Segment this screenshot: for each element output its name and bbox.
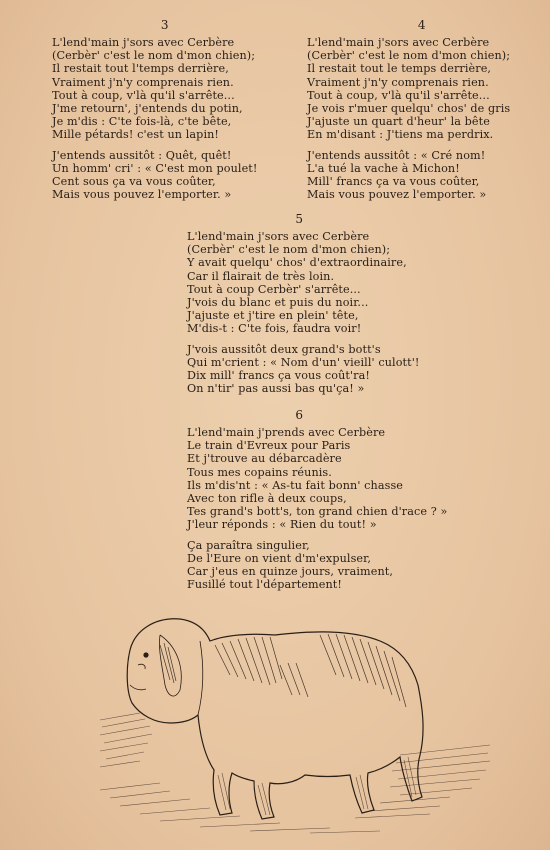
verse-line: (Cerbèr' c'est le nom d'mon chien);	[187, 243, 391, 257]
verse-line: Tout à coup, v'là qu'il s'arrête...	[307, 88, 490, 102]
verse-line: L'lend'main j'prends avec Cerbère	[187, 426, 386, 439]
dog-engraving-icon	[100, 605, 490, 845]
refrain-line: Ça paraîtra singulier,	[187, 538, 310, 552]
refrain-line: L'a tué la vache à Michon!	[307, 161, 460, 175]
refrain-line: Qui m'crient : « Nom d'un' vieill' culott'!	[187, 355, 420, 369]
refrain-line: Mais vous pouvez l'emporter. »	[307, 188, 487, 202]
verse-line: L'lend'main j'sors avec Cerbère	[52, 36, 235, 49]
verse-line: (Cerbèr' c'est le nom d'mon chien);	[52, 49, 256, 63]
verse-line: Tes grand's bott's, ton grand chien d'race ? »	[187, 505, 448, 519]
refrain-line: Dix mill' francs ça vous coût'ra!	[187, 369, 370, 383]
refrain-line: J'entends aussitôt : « Cré nom!	[307, 148, 486, 162]
verse-line: Y avait quelqu' chos' d'extraordinaire,	[187, 256, 407, 270]
refrain-line: On n'tir' pas aussi bas qu'ça! »	[187, 382, 365, 396]
stanza-number: 5	[295, 212, 304, 226]
verse-line: Car il flairait de très loin.	[187, 269, 335, 283]
refrain-line: Car j'eus en quinze jours, vraiment,	[187, 565, 394, 579]
verse-line: J'leur réponds : « Rien du tout! »	[187, 518, 377, 532]
verse-line: Ils m'dis'nt : « As-tu fait bonn' chasse	[187, 478, 403, 492]
stanza-6	[187, 408, 447, 591]
refrain-line: Un homm' cri' : « C'est mon poulet!	[52, 161, 258, 175]
refrain-line: J'vois aussitôt deux grand's bott's	[187, 342, 381, 356]
refrain-line: De l'Eure on vient d'm'expulser,	[187, 551, 372, 565]
verse-line: Le train d'Evreux pour Paris	[187, 439, 351, 453]
verse-line: Vraiment j'n'y comprenais rien.	[52, 75, 234, 89]
verse-line: Il restait tout l'temps derrière,	[52, 62, 229, 76]
verse-line: Tout à coup Cerbèr' s'arrête...	[187, 282, 361, 296]
stanza-3	[52, 18, 277, 201]
verse-line: M'dis-t : C'te fois, faudra voir!	[187, 322, 362, 336]
verse-line: Et j'trouve au débarcadère	[187, 452, 342, 466]
verse-line: Avec ton rifle à deux coups,	[187, 492, 347, 506]
refrain-line: Fusillé tout l'département!	[187, 578, 342, 592]
verse-line: (Cerbèr' c'est le nom d'mon chien);	[307, 49, 511, 63]
verse-line: Tous mes copains réunis.	[187, 465, 332, 479]
verse-line: Mille pétards! c'est un lapin!	[52, 128, 220, 142]
verse-line: J'me retourn', j'entends du potin,	[52, 102, 243, 116]
stanza-4	[307, 18, 532, 201]
verse-line: Vraiment j'n'y comprenais rien.	[307, 75, 489, 89]
verse-line: Il restait tout le temps derrière,	[307, 62, 492, 76]
verse-line: J'ajuste et j'tire en plein' tête,	[187, 309, 359, 323]
refrain-line: Mais vous pouvez l'emporter. »	[52, 188, 232, 202]
verse-line: Je m'dis : C'te fois-là, c'te bête,	[52, 115, 232, 129]
refrain-line: J'entends aussitôt : Quêt, quêt!	[52, 148, 232, 162]
verse-line: L'lend'main j'sors avec Cerbère	[307, 36, 490, 49]
stanza-5	[187, 212, 447, 395]
stanza-number: 4	[417, 18, 427, 32]
refrain-line: Mill' francs ça va vous coûter,	[307, 175, 480, 189]
verse-line: L'lend'main j'sors avec Cerbère	[187, 230, 370, 243]
verse-line: Je vois r'muer quelqu' chos' de gris	[307, 102, 511, 116]
stanza-number: 3	[160, 18, 170, 32]
refrain-line: Cent sous ça va vous coûter,	[52, 175, 216, 189]
stanza-number: 6	[295, 408, 304, 422]
verse-line: Tout à coup, v'là qu'il s'arrête...	[52, 88, 235, 102]
verse-line: J'vois du blanc et puis du noir...	[187, 296, 369, 310]
verse-line: En m'disant : J'tiens ma perdrix.	[307, 128, 494, 142]
verse-line: J'ajuste un quart d'heur' la bête	[307, 115, 490, 129]
